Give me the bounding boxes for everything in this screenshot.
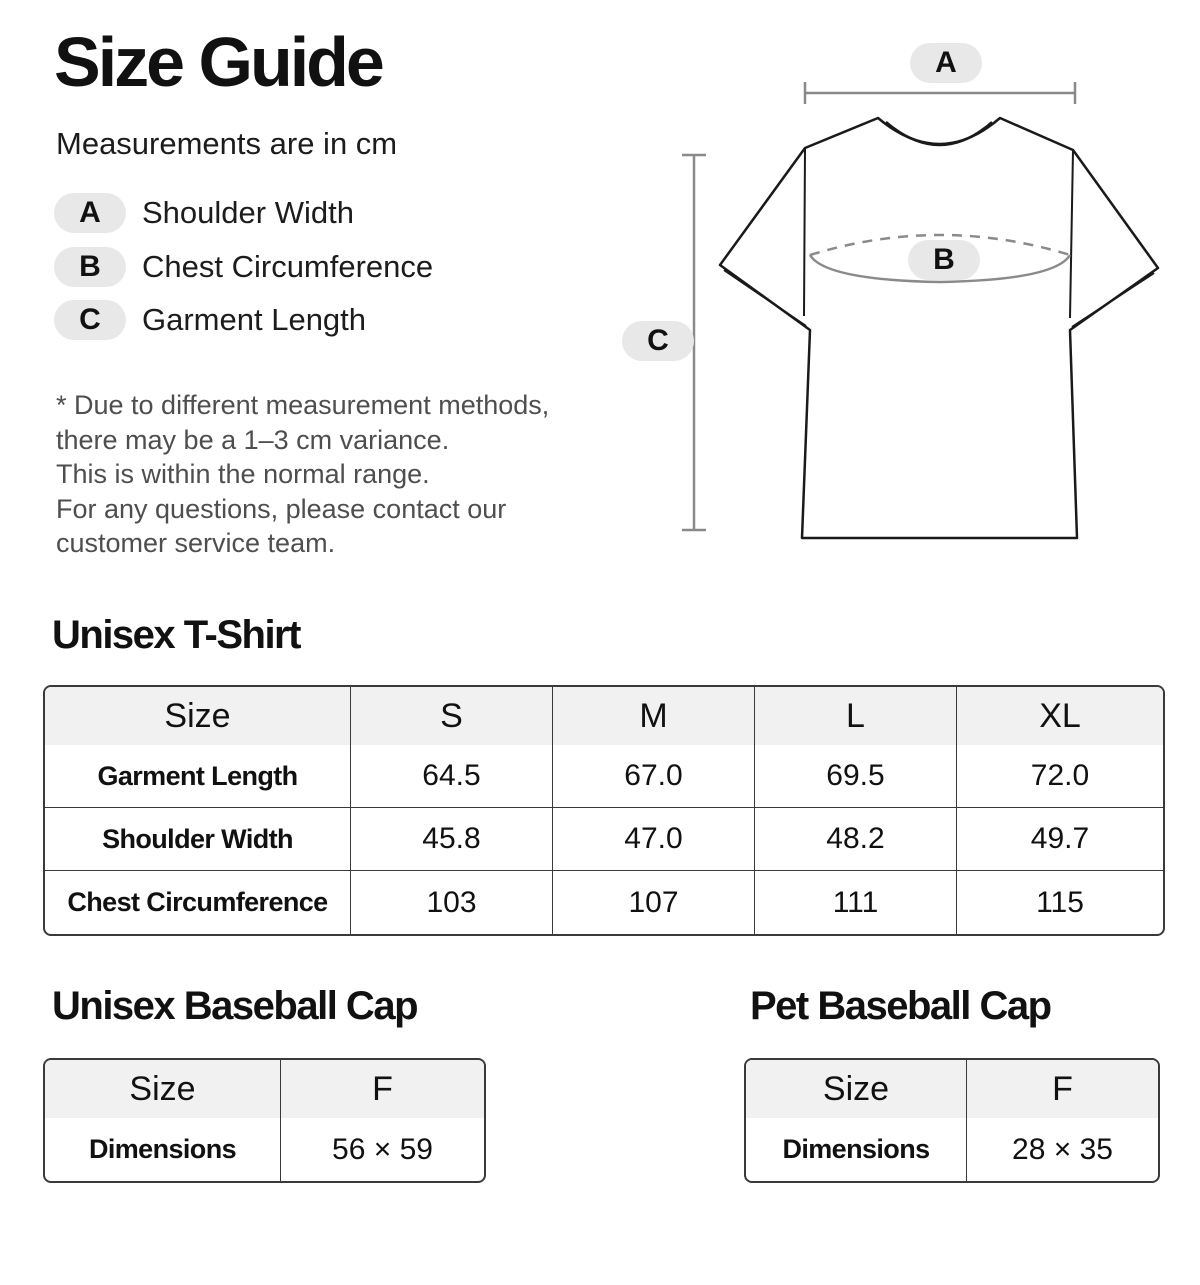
note-line: * Due to different measurement methods, bbox=[56, 390, 550, 420]
row-label: Garment Length bbox=[45, 745, 351, 808]
measurement-note bbox=[56, 388, 549, 561]
table-cell: 72.0 bbox=[957, 745, 1163, 808]
column-header-f: F bbox=[281, 1060, 484, 1118]
table-cell: 107 bbox=[553, 871, 755, 934]
table-cell: 45.8 bbox=[351, 808, 553, 871]
column-header-s: S bbox=[351, 687, 553, 745]
table-cell: 28 × 35 bbox=[1012, 1132, 1113, 1166]
row-label: Dimensions bbox=[45, 1118, 281, 1181]
tshirt-diagram bbox=[600, 30, 1190, 560]
row-label: Shoulder Width bbox=[45, 808, 351, 871]
column-header-size: Size bbox=[45, 687, 351, 745]
table-cell: 48.2 bbox=[755, 808, 957, 871]
column-header-size: Size bbox=[746, 1060, 967, 1118]
left-shoulder-seam bbox=[804, 148, 805, 316]
table-header-row bbox=[45, 1060, 484, 1118]
table-cell: 103 bbox=[351, 871, 553, 934]
page-subtitle: Measurements are in cm bbox=[56, 126, 398, 161]
row-label: Chest Circumference bbox=[45, 871, 351, 934]
table-row bbox=[45, 745, 1163, 808]
legend-item-a bbox=[54, 192, 433, 234]
column-header-m: M bbox=[553, 687, 755, 745]
measurement-legend bbox=[54, 192, 433, 353]
diagram-label-a: A bbox=[910, 43, 982, 83]
baseball-cap-section-title: Unisex Baseball Cap bbox=[52, 984, 417, 1028]
table-row bbox=[45, 871, 1163, 934]
page-title: Size Guide bbox=[54, 23, 382, 101]
tshirt-size-table bbox=[43, 685, 1165, 936]
table-header-row bbox=[45, 687, 1163, 745]
legend-label-c: Garment Length bbox=[142, 302, 367, 337]
legend-item-b bbox=[54, 246, 433, 288]
table-cell: 111 bbox=[755, 871, 957, 934]
table-row bbox=[45, 1118, 484, 1181]
note-line: This is within the normal range. bbox=[56, 459, 430, 490]
column-header-l: L bbox=[755, 687, 957, 745]
table-cell: 64.5 bbox=[351, 745, 553, 808]
column-header-f: F bbox=[967, 1060, 1158, 1118]
baseball-cap-size-table bbox=[43, 1058, 486, 1183]
table-row bbox=[45, 808, 1163, 871]
legend-label-a: Shoulder Width bbox=[142, 195, 354, 230]
pet-cap-section-title: Pet Baseball Cap bbox=[750, 984, 1051, 1028]
note-line: For any questions, please contact our bbox=[56, 493, 507, 524]
row-label: Dimensions bbox=[746, 1118, 967, 1181]
pet-cap-size-table bbox=[744, 1058, 1160, 1183]
legend-label-b: Chest Circumference bbox=[142, 248, 434, 284]
shoulder-dimension-line bbox=[805, 82, 1075, 104]
legend-badge-b: B bbox=[54, 247, 126, 287]
table-header-row bbox=[746, 1060, 1158, 1118]
table-cell: 67.0 bbox=[553, 745, 755, 808]
diagram-label-b: B bbox=[908, 240, 980, 280]
column-header-xl: XL bbox=[957, 687, 1163, 745]
table-cell: 47.0 bbox=[553, 808, 755, 871]
legend-badge-a: A bbox=[54, 193, 126, 233]
legend-badge-c: C bbox=[54, 300, 126, 340]
diagram-label-c: C bbox=[622, 321, 694, 361]
shirt-body bbox=[720, 118, 1158, 538]
legend-item-c bbox=[54, 299, 433, 341]
tshirt-outline-icon bbox=[600, 30, 1190, 560]
note-line: there may be a 1–3 cm variance. bbox=[56, 424, 450, 455]
column-header-size: Size bbox=[45, 1060, 281, 1118]
table-cell: 56 × 59 bbox=[332, 1132, 433, 1166]
note-line: customer service team. bbox=[56, 528, 336, 559]
table-cell: 49.7 bbox=[957, 808, 1163, 871]
tshirt-section-title: Unisex T-Shirt bbox=[52, 613, 300, 657]
table-cell: 115 bbox=[1036, 885, 1084, 919]
table-row bbox=[746, 1118, 1158, 1181]
table-cell: 69.5 bbox=[755, 745, 957, 808]
